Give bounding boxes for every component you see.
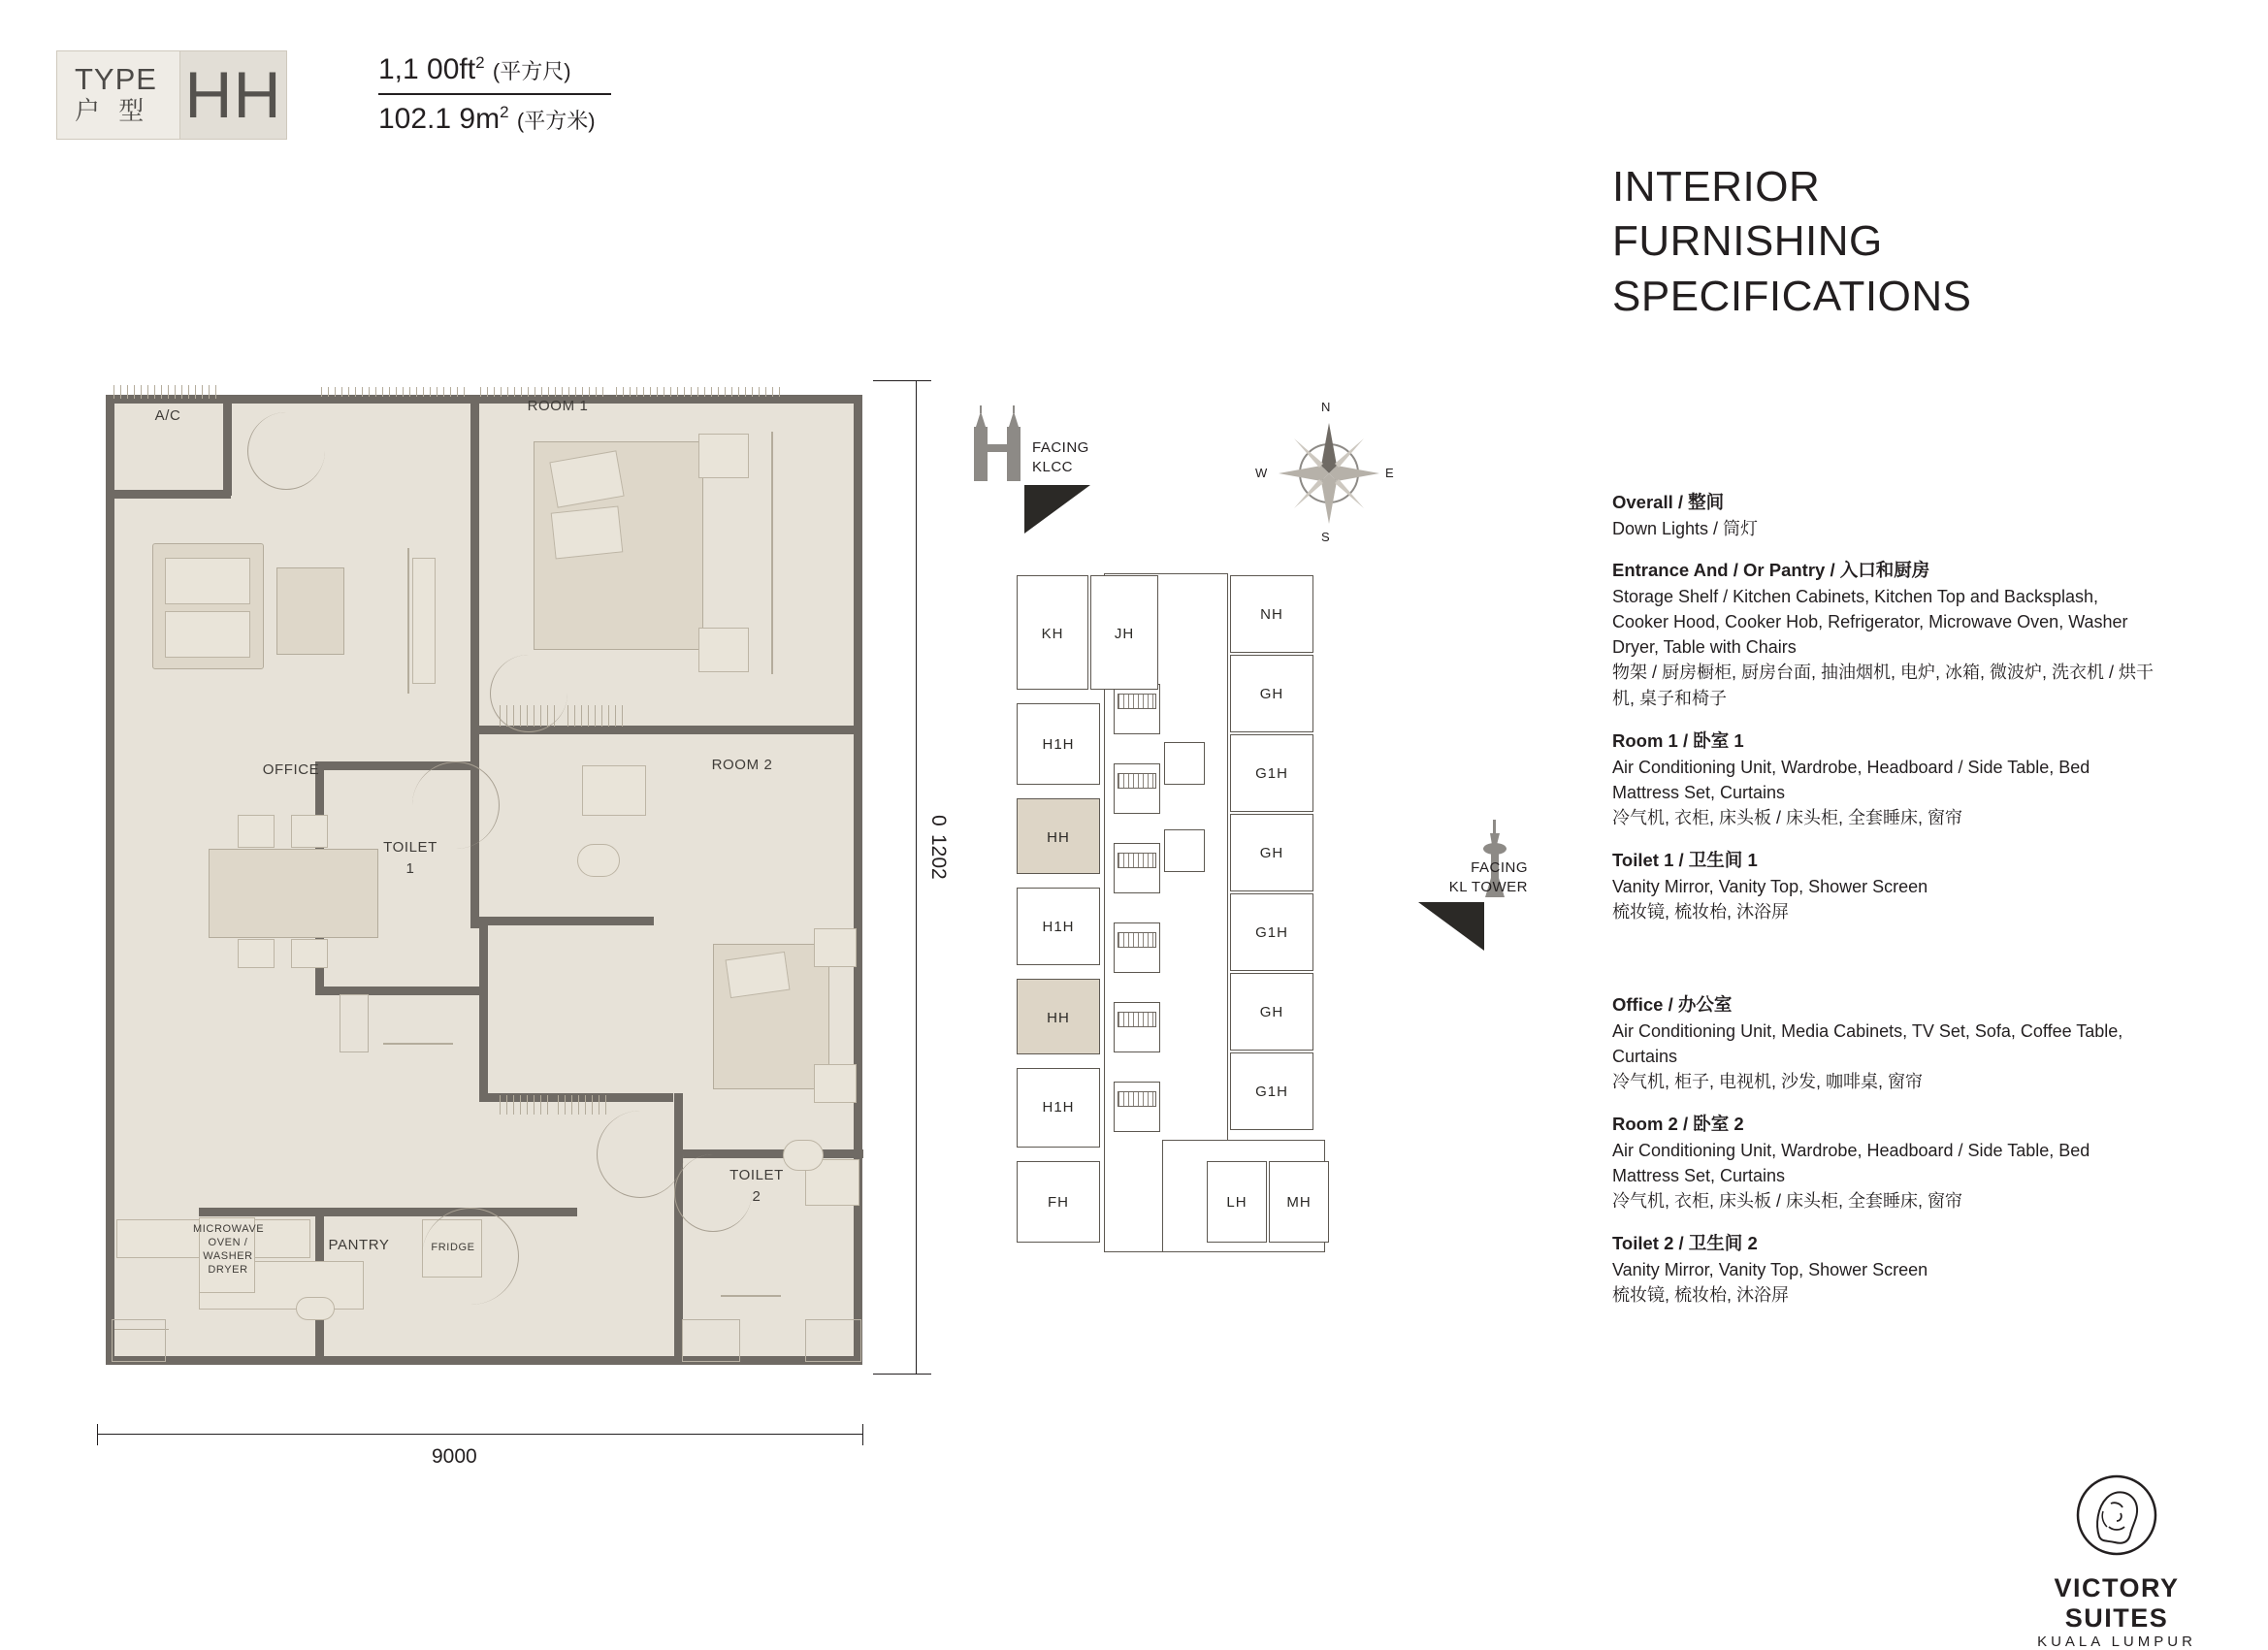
spec-heading: Toilet 1 / 卫生间 1 <box>1612 850 1758 870</box>
spec-group-room-2 <box>1612 1112 2155 1214</box>
side-table-room1-2 <box>698 628 749 672</box>
room-label-room1: ROOM 1 <box>527 398 589 414</box>
lift-4 <box>1118 932 1156 948</box>
media-cabinet <box>412 558 436 684</box>
spec-items-cn: 冷气机, 柜子, 电视机, 沙发, 咖啡桌, 窗帘 <box>1612 1071 1924 1091</box>
window-office-top <box>321 387 467 397</box>
type-code: HH <box>184 58 282 132</box>
vanity-toilet1 <box>582 765 646 816</box>
lift-5 <box>1118 1012 1156 1027</box>
area-imperial-row <box>378 53 786 90</box>
shower-screen-toilet2 <box>721 1295 781 1297</box>
key-plan-unit-label-JH: JH <box>1114 626 1135 642</box>
key-plan-unit-label-HH-1: HH <box>1047 829 1070 846</box>
room-label-pantry: PANTRY <box>328 1237 390 1253</box>
type-label-en: TYPE <box>75 62 157 97</box>
room-label-room2: ROOM 2 <box>711 757 773 773</box>
pillow-room2 <box>726 952 791 998</box>
key-plan-unit-label-GH-3: GH <box>1259 1004 1284 1020</box>
wall-room1-left <box>470 395 479 734</box>
wall-ac-bottom <box>114 490 231 499</box>
lift-6 <box>1118 1091 1156 1107</box>
window-room1-top-a <box>480 387 606 397</box>
type-label-cn: 户 型 <box>75 96 150 126</box>
spec-spacer <box>1612 942 2155 992</box>
wc-toilet1 <box>577 844 620 877</box>
spec-heading: Room 2 / 卧室 2 <box>1612 1113 1744 1134</box>
dining-chair-3 <box>238 939 275 968</box>
key-plan-unit-label-GH-2: GH <box>1259 845 1284 861</box>
dining-chair-4 <box>291 939 328 968</box>
side-table-room2-1 <box>814 928 857 967</box>
spec-title <box>1612 160 1971 324</box>
spec-group-room-1 <box>1612 728 2155 831</box>
wardrobe-room1 <box>771 432 773 674</box>
dining-chair-1 <box>238 815 275 848</box>
stair-core-1 <box>1164 742 1205 785</box>
key-plan-unit-label-G1H-3: G1H <box>1255 1084 1288 1100</box>
wall-right-upper <box>854 395 862 938</box>
brand-sub: KUALA LUMPUR <box>2037 1634 2196 1650</box>
lift-2 <box>1118 773 1156 789</box>
key-plan-unit-label-HH-2: HH <box>1047 1010 1070 1026</box>
side-table-room1-1 <box>698 434 749 478</box>
facing-klcc-arrow-icon <box>1024 485 1092 535</box>
facing-kltower-line1: FACING <box>1471 859 1528 876</box>
spec-title-line-1: INTERIOR <box>1612 163 1821 210</box>
type-badge <box>56 50 287 140</box>
spec-items-cn: 冷气机, 衣柜, 床头板 / 床头柜, 全套睡床, 窗帘 <box>1612 808 1963 827</box>
area-imperial-sup: 2 <box>475 53 485 72</box>
spec-heading: Office / 办公室 <box>1612 993 1733 1015</box>
dining-chair-2 <box>291 815 328 848</box>
floor-plan <box>92 373 897 1382</box>
area-metric-sup: 2 <box>500 103 509 121</box>
plan-shaft-box <box>340 994 369 1052</box>
door-arc-room1 <box>490 655 567 732</box>
area-metric-row <box>378 103 786 140</box>
lift-lobby-6 <box>1114 1082 1160 1132</box>
compass-label-e: E <box>1385 466 1394 480</box>
tv-set <box>407 548 409 694</box>
spec-title-line-2: FURNISHING <box>1612 217 1883 266</box>
spec-group-toilet-1 <box>1612 848 2155 925</box>
window-ac <box>113 385 218 399</box>
window-room1-bottom-b <box>567 705 626 727</box>
sofa-cushion-1 <box>165 558 250 604</box>
area-metric-cn: (平方米) <box>516 109 596 133</box>
door-arc-room2 <box>597 1111 684 1198</box>
window-room1-top-b <box>616 387 786 397</box>
spec-group-office <box>1612 992 2155 1095</box>
key-plan-unit-label-FH: FH <box>1048 1194 1069 1211</box>
appliance-label-1: MICROWAVE <box>193 1223 265 1235</box>
spec-group-entrance-pantry <box>1612 558 2155 712</box>
window-room2-b <box>558 1095 608 1115</box>
facing-kltower-line2: KL TOWER <box>1448 879 1528 896</box>
area-imperial-value: 1,1 00ft <box>378 53 476 85</box>
spec-group-toilet-2 <box>1612 1231 2155 1309</box>
stair-core-2 <box>1164 829 1205 872</box>
spec-heading: Toilet 2 / 卫生间 2 <box>1612 1232 1758 1253</box>
dimension-right-value-1: 1202 <box>927 834 950 880</box>
lift-3 <box>1118 853 1156 868</box>
spec-items-cn: 冷气机, 衣柜, 床头板 / 床头柜, 全套睡床, 窗帘 <box>1612 1190 1963 1211</box>
window-room2-a <box>500 1095 550 1115</box>
spec-items-en: Vanity Mirror, Vanity Top, Shower Screen <box>1612 876 1928 896</box>
spec-items-en: Storage Shelf / Kitchen Cabinets, Kitchen Top and Backsplash, Cooker Hood, Cooker Hob, Refrigerator, Microwave Oven, Washer Dryer, Table with Chairs <box>1612 586 2128 657</box>
room-label-fridge: FRIDGE <box>431 1242 475 1253</box>
coffee-table <box>276 567 344 655</box>
spec-items-cn: 梳妆镜, 梳妆枱, 沐浴屏 <box>1612 901 1790 922</box>
pillow-room1-2 <box>551 505 624 559</box>
spec-heading: Overall / 整间 <box>1612 492 1725 512</box>
key-plan-unit-label-MH: MH <box>1286 1194 1312 1211</box>
key-plan-unit-label-G1H-1: G1H <box>1255 765 1288 782</box>
spec-items-en: Air Conditioning Unit, Wardrobe, Headboard / Side Table, Bed Mattress Set, Curtains <box>1612 757 2090 802</box>
lift-lobby-5 <box>1114 1002 1160 1052</box>
wall-bottom <box>106 1356 862 1365</box>
spec-items-cn: 物架 / 厨房橱柜, 厨房台面, 抽油烟机, 电炉, 冰箱, 微波炉, 洗衣机 / 烘干机, 桌子和椅子 <box>1612 663 2155 708</box>
facing-klcc-line1: FACING <box>1032 439 1089 456</box>
area-block <box>378 53 786 140</box>
door-arc-ac <box>247 412 325 490</box>
toilet2-label-line1: TOILET <box>729 1167 784 1183</box>
area-divider <box>378 93 611 95</box>
spec-list <box>1612 490 2155 1325</box>
room-label-ac: A/C <box>154 407 181 424</box>
compass-label-w: W <box>1255 466 1268 480</box>
wall-left <box>106 395 114 1365</box>
key-plan-unit-label-H1H-3: H1H <box>1042 1099 1075 1116</box>
spec-items-en: Vanity Mirror, Vanity Top, Shower Screen <box>1612 1259 1928 1279</box>
door-arc-entrance <box>422 1208 519 1305</box>
toilet1-label-line1: TOILET <box>383 839 437 856</box>
side-table-room2-2 <box>814 1064 857 1103</box>
brand-name: VICTORY SUITES <box>2054 1573 2180 1633</box>
plan-corner-box-left <box>112 1319 166 1362</box>
compass-rose-icon <box>1271 415 1387 532</box>
lift-lobby-3 <box>1114 843 1160 893</box>
spec-items-en: Down Lights / 筒灯 <box>1612 518 1759 538</box>
key-plan-unit-label-H1H-1: H1H <box>1042 736 1075 753</box>
sink <box>296 1297 335 1320</box>
spec-heading: Entrance And / Or Pantry / 入口和厨房 <box>1612 559 1930 580</box>
facing-klcc-line2: KLCC <box>1032 459 1074 476</box>
spec-group-overall <box>1612 490 2155 541</box>
plan-corner-box-right <box>682 1319 740 1362</box>
appliance-label-3: WASHER <box>203 1250 253 1262</box>
compass-label-s: S <box>1321 530 1330 544</box>
dining-table <box>209 849 378 938</box>
door-arc-toilet1 <box>412 761 500 849</box>
lift-lobby-1 <box>1114 684 1160 734</box>
spec-items-en: Air Conditioning Unit, Media Cabinets, TV Set, Sofa, Coffee Table, Curtains <box>1612 1020 2123 1066</box>
brand-logo <box>2020 1474 2214 1650</box>
sofa-cushion-2 <box>165 611 250 658</box>
appliance-label-2: OVEN / <box>208 1237 248 1248</box>
type-code-box <box>180 50 287 140</box>
compass <box>1255 400 1394 544</box>
lift-lobby-2 <box>1114 763 1160 814</box>
spec-heading: Room 1 / 卧室 1 <box>1612 730 1744 751</box>
key-plan-unit-label-GH-1: GH <box>1259 686 1284 702</box>
wall-ac-right <box>223 404 232 496</box>
spec-items-en: Air Conditioning Unit, Wardrobe, Headboard / Side Table, Bed Mattress Set, Curtains <box>1612 1140 2090 1185</box>
key-plan-unit-label-H1H-2: H1H <box>1042 919 1075 935</box>
key-plan-unit-label-KH: KH <box>1041 626 1064 642</box>
dimension-bottom-value: 9000 <box>432 1445 477 1468</box>
wall-room2-left <box>479 917 488 1101</box>
spec-title-line-3: SPECIFICATIONS <box>1612 272 1972 320</box>
dimension-right-value-2: 0 <box>927 815 950 826</box>
petronas-towers-icon <box>968 405 1028 481</box>
facing-kltower-arrow-icon <box>1418 902 1486 953</box>
wall-room2-top <box>479 917 654 925</box>
area-metric-value: 102.1 9m <box>378 103 501 135</box>
toilet2-label-line2: 2 <box>752 1188 761 1205</box>
appliance-label-4: DRYER <box>208 1264 248 1276</box>
key-plan-unit-label-G1H-2: G1H <box>1255 924 1288 941</box>
area-imperial-cn: (平方尺) <box>492 59 571 83</box>
key-plan-unit-label-NH: NH <box>1260 606 1283 623</box>
toilet1-label-line2: 1 <box>405 860 415 877</box>
wall-pantry-top <box>199 1208 577 1216</box>
victory-head-icon <box>2076 1474 2157 1568</box>
lift-1 <box>1118 694 1156 709</box>
plan-corner-box-right2 <box>805 1319 861 1362</box>
room-label-office: OFFICE <box>262 761 320 778</box>
type-badge-label <box>56 50 180 140</box>
spec-items-cn: 梳妆镜, 梳妆枱, 沐浴屏 <box>1612 1284 1790 1305</box>
lift-lobby-4 <box>1114 922 1160 973</box>
key-plan <box>999 558 1387 1276</box>
shower-screen-toilet1 <box>383 1043 453 1045</box>
key-plan-unit-label-LH: LH <box>1226 1194 1247 1211</box>
compass-label-n: N <box>1321 400 1331 414</box>
